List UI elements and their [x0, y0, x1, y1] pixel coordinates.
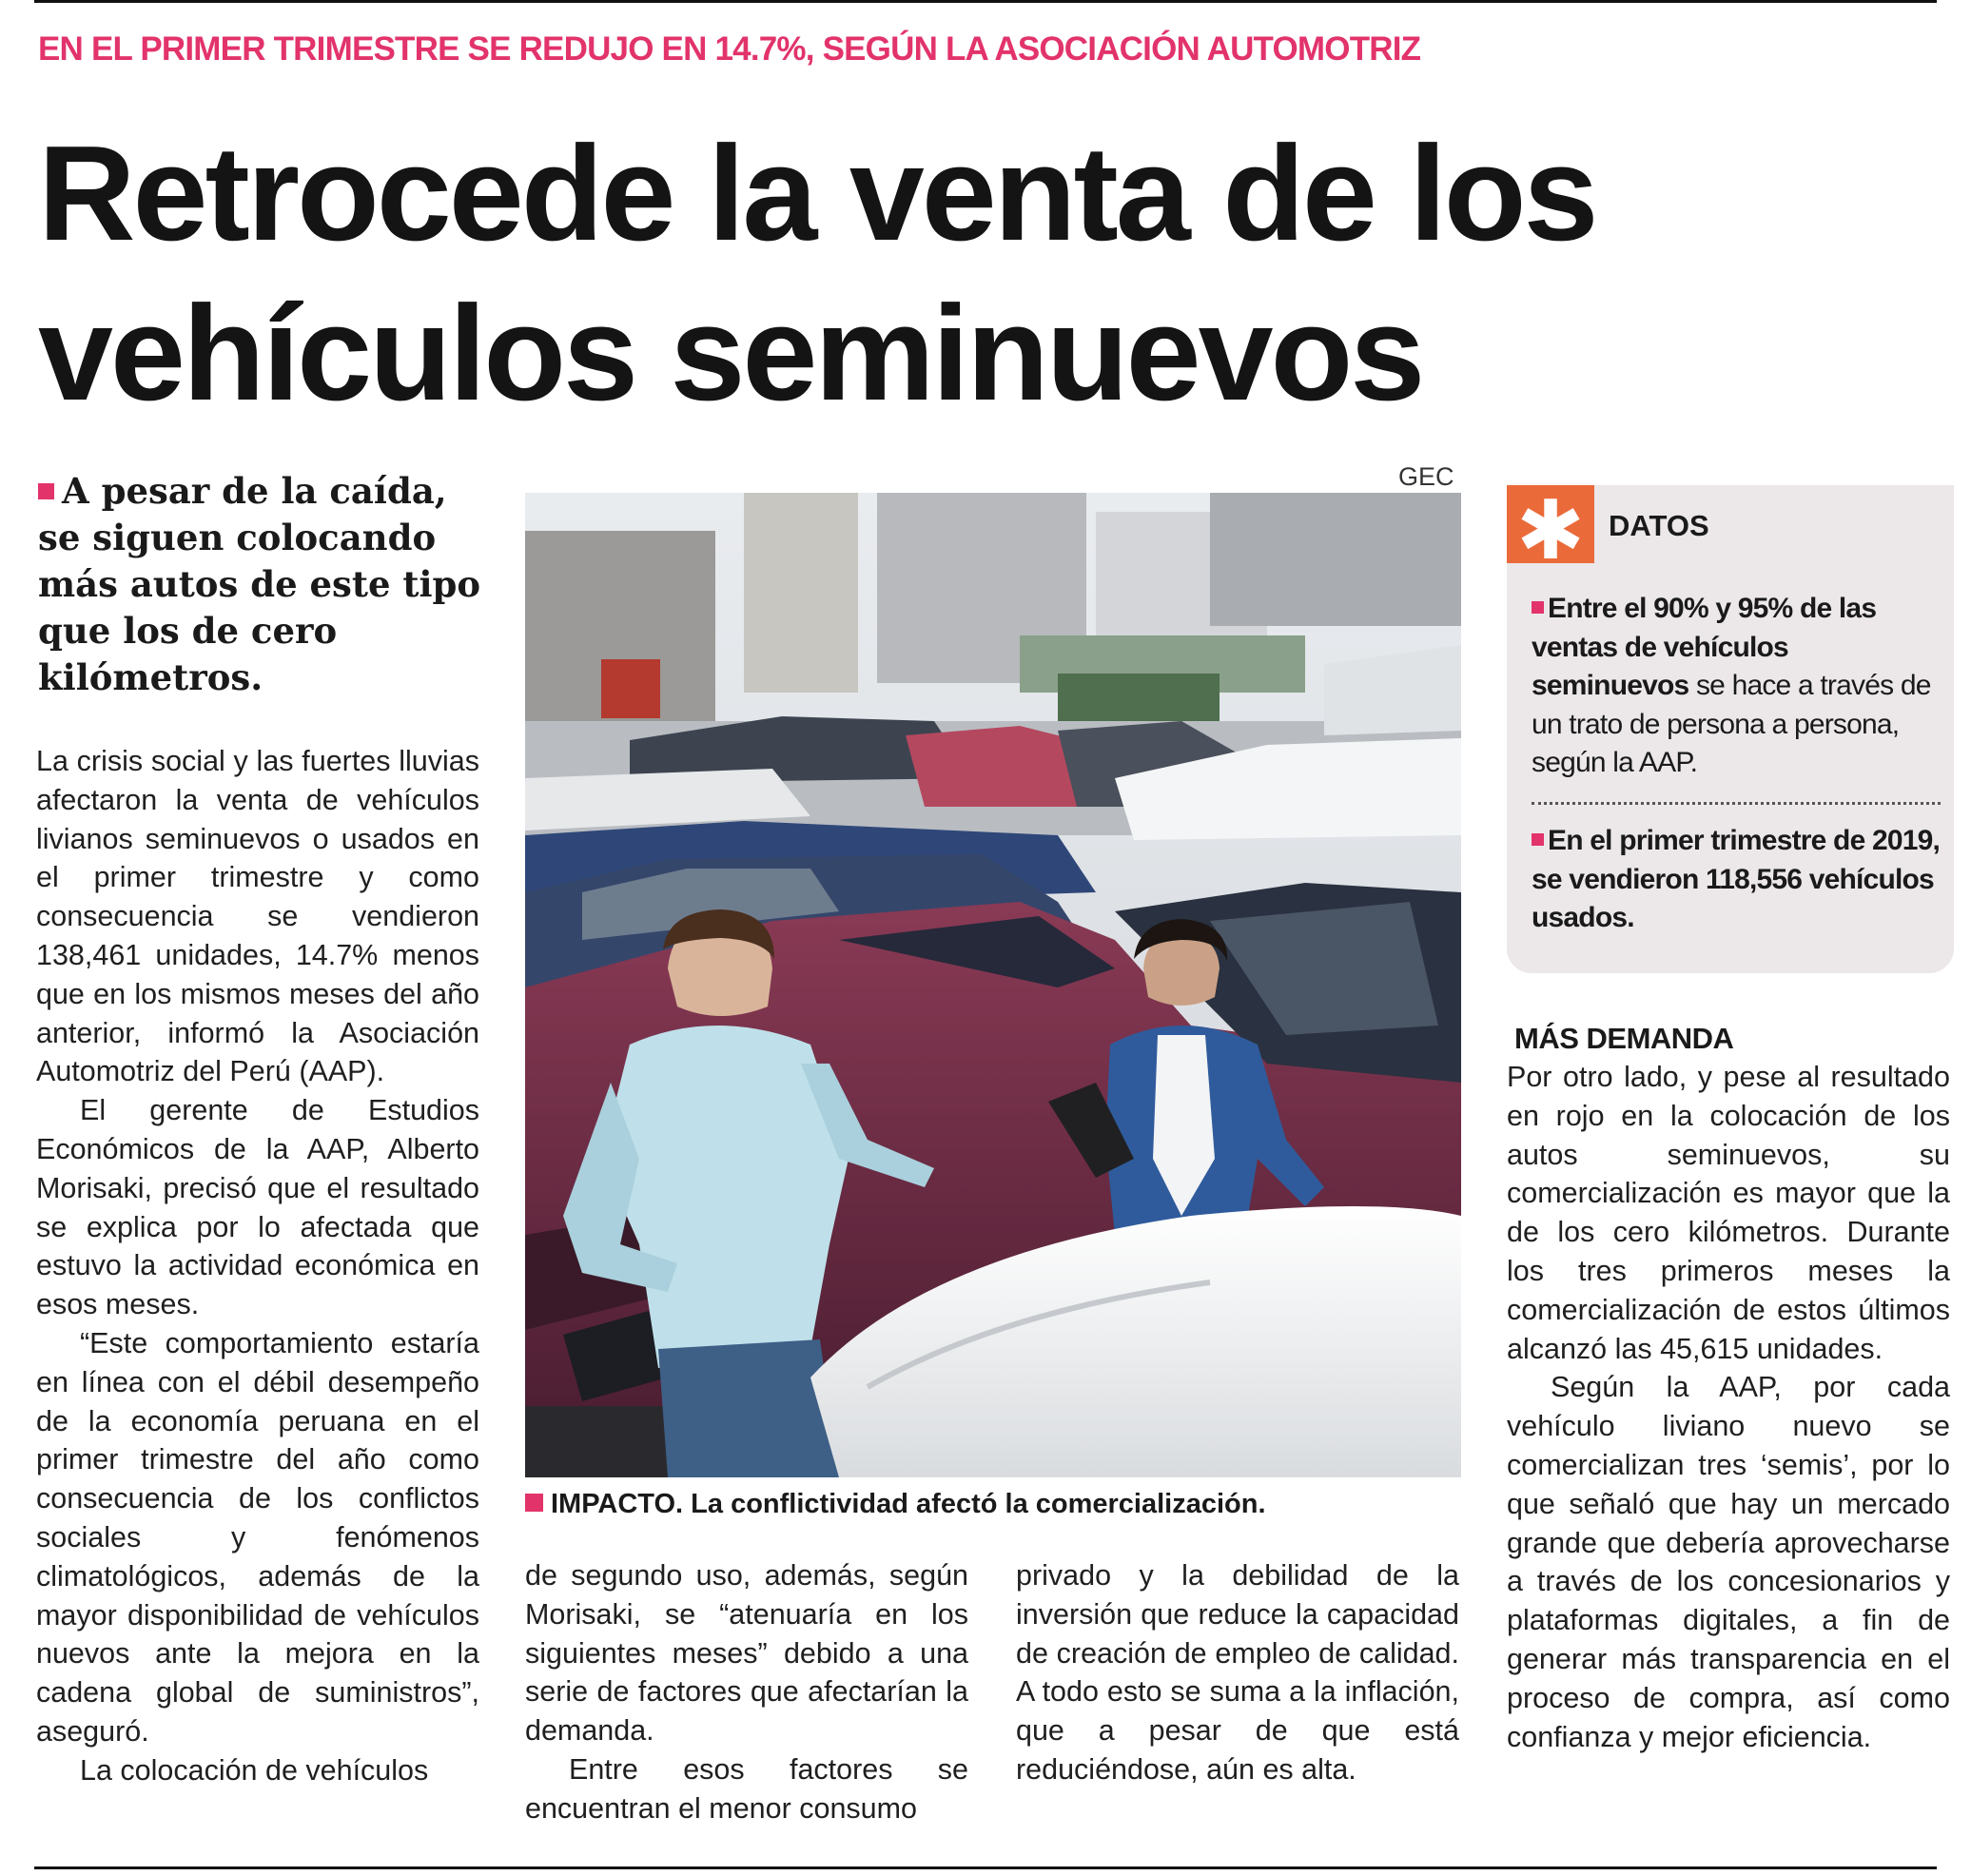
- bullet-square-icon: [525, 1494, 543, 1512]
- paragraph: privado y la debilidad de la inversión que reduce la capacidad de creación de empleo de calidad. A todo esto se suma a la inflación, que a pesar de que está reduciéndose, aún es alta.: [1016, 1559, 1459, 1786]
- car-lot-illustration: [525, 493, 1461, 1477]
- photo-caption: [525, 1489, 1461, 1520]
- lead-text: A pesar de la caída, se siguen colocando más autos de este tipo que los de cero kilómetros.: [38, 470, 481, 698]
- photo-credit: GEC: [1398, 462, 1454, 491]
- paragraph: de segundo uso, además, según Morisaki, se “atenuaría en los siguientes meses” debido a una serie de factores que afectarían la demanda.: [525, 1559, 968, 1748]
- bullet-square-icon: [1532, 833, 1544, 846]
- kicker: EN EL PRIMER TRIMESTRE SE REDUJO EN 14.7%, SEGÚN LA ASOCIACIÓN AUTOMOTRIZ: [38, 30, 1421, 68]
- datos-item-2-text: En el primer trimestre de 2019, se vendieron 118,556 vehículos usados.: [1532, 825, 1941, 933]
- headline-line-2: vehículos seminuevos: [38, 278, 1423, 429]
- datos-divider: [1532, 802, 1941, 805]
- body-column-4: [1507, 1058, 1950, 1756]
- section-subhead: MÁS DEMANDA: [1514, 1022, 1734, 1055]
- bullet-square-icon: [38, 483, 54, 499]
- datos-item-2: [1532, 822, 1941, 938]
- caption-label: IMPACTO.: [551, 1489, 684, 1519]
- paragraph: El gerente de Estudios Económicos de la AAP, Alberto Morisaki, precisó que el resultado se explica por lo afectada que estuvo la actividad económica en esos meses.: [36, 1094, 479, 1321]
- lead-paragraph: [38, 468, 495, 701]
- datos-title: DATOS: [1609, 509, 1709, 542]
- paragraph: La colocación de vehículos: [80, 1753, 429, 1787]
- datos-header: [1507, 485, 1954, 576]
- paragraph: Por otro lado, y pese al resultado en rojo en la colocación de los autos seminuevos, su comercialización es mayor que la de los cero kilómetros. Durante los tres primeros meses la comercialización de estos últimos alcanzó las 45,615 unidades.: [1507, 1061, 1950, 1365]
- bullet-square-icon: [1532, 601, 1544, 614]
- asterisk-icon: ✱: [1507, 485, 1594, 563]
- top-rule: [34, 0, 1937, 3]
- body-column-1: [36, 742, 479, 1790]
- headline-line-1: Retrocede la venta de los: [38, 118, 1596, 269]
- bottom-rule: [34, 1866, 1937, 1869]
- paragraph: Según la AAP, por cada vehículo liviano nuevo se comercializan tres ‘semis’, por lo que señaló que hay un mercado grande que debería aprovecharse a través de los concesionarios y plataformas digitales, a fin de generar más transparencia en el proceso de compra, así como confianza y mejor eficiencia.: [1507, 1371, 1950, 1753]
- paragraph: La crisis social y las fuertes lluvias afectaron la venta de vehículos livianos seminuevos o usados en el primer trimestre y como consecuencia se vendieron 138,461 unidades, 14.7% menos que en los mismos meses del año anterior, informó la Asociación Automotriz del Perú (AAP).: [36, 745, 479, 1088]
- caption-text: La conflictividad afectó la comercialización.: [691, 1489, 1266, 1519]
- paragraph: “Este comportamiento estaría en línea con el débil desempeño de la economía peruana en el primer trimestre del año como consecuencia de los conflictos sociales y fenómenos climatológicos, además de la mayor disponibilidad de vehículos nuevos ante la mejora en la cadena global de suministros”, aseguró.: [36, 1326, 479, 1748]
- body-column-3: [1016, 1556, 1459, 1789]
- headline: [38, 114, 1596, 434]
- datos-item-1-bold: Entre el 90% y 95% de las ventas de vehículos seminuevos: [1532, 593, 1877, 701]
- datos-item-1-rest: se hace a través de un trato de persona a persona, según la AAP.: [1532, 670, 1931, 778]
- news-photo: [525, 493, 1461, 1477]
- datos-item-1: [1532, 590, 1941, 783]
- body-column-2: [525, 1556, 968, 1828]
- paragraph: Entre esos factores se encuentran el menor consumo: [525, 1752, 968, 1825]
